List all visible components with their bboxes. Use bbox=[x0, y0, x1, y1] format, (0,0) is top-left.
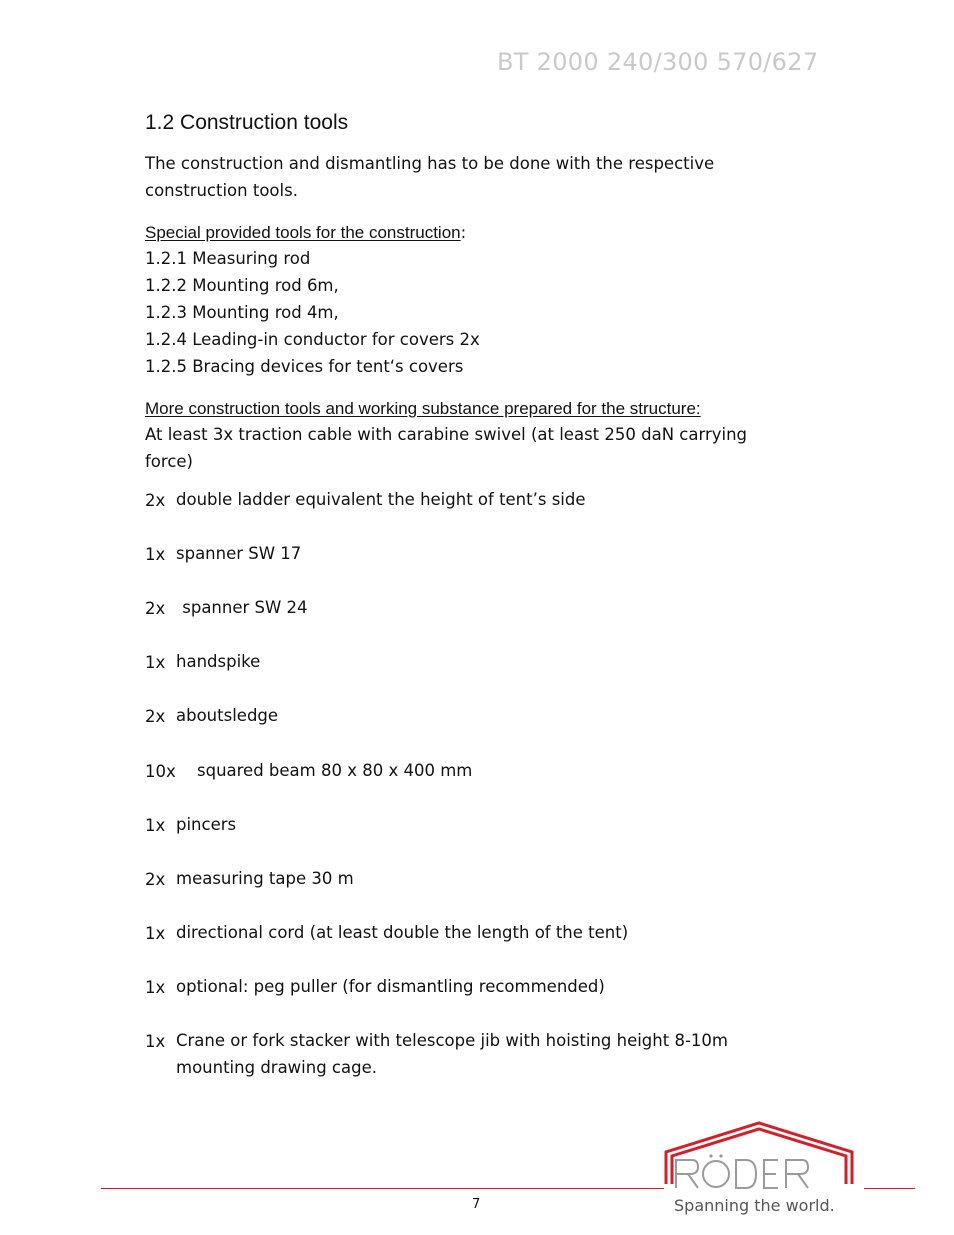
intro-line-1: The construction and dismantling has to be done with the respective bbox=[145, 154, 715, 173]
traction-cable-line-2: force) bbox=[145, 452, 193, 471]
tool-description-continued: mounting drawing cage. bbox=[176, 1058, 377, 1077]
special-tool-item: 1.2.4 Leading-in conductor for covers 2x bbox=[145, 330, 480, 349]
tool-description: optional: peg puller (for dismantling recommended) bbox=[176, 977, 605, 996]
special-tool-item: 1.2.3 Mounting rod 4m, bbox=[145, 303, 339, 322]
tool-quantity: 1x bbox=[145, 653, 166, 672]
special-tools-heading-row bbox=[145, 219, 466, 246]
special-tools-heading-colon: : bbox=[460, 223, 467, 242]
special-tool-item: 1.2.1 Measuring rod bbox=[145, 249, 311, 268]
tool-description: double ladder equivalent the height of tent’s side bbox=[176, 490, 586, 509]
page-number: 7 bbox=[472, 1197, 481, 1212]
document-header-title: BT 2000 240/300 570/627 bbox=[497, 48, 819, 76]
tool-quantity: 1x bbox=[145, 924, 166, 943]
tool-description: directional cord (at least double the length of the tent) bbox=[176, 923, 629, 942]
tool-quantity: 2x bbox=[145, 599, 166, 618]
special-tool-item: 1.2.5 Bracing devices for tent‘s covers bbox=[145, 357, 464, 376]
tool-quantity: 1x bbox=[145, 1032, 166, 1051]
tool-quantity: 1x bbox=[145, 545, 166, 564]
tool-quantity: 10x bbox=[145, 762, 176, 781]
tool-description: squared beam 80 x 80 x 400 mm bbox=[197, 761, 473, 780]
special-tool-item: 1.2.2 Mounting rod 6m, bbox=[145, 276, 339, 295]
traction-cable-line-1: At least 3x traction cable with carabine swivel (at least 250 daN carrying bbox=[145, 425, 748, 444]
brand-slogan: Spanning the world. bbox=[674, 1196, 835, 1215]
more-tools-heading: More construction tools and working substance prepared for the structure: bbox=[145, 399, 701, 418]
tool-quantity: 2x bbox=[145, 870, 166, 889]
section-title: 1.2 Construction tools bbox=[145, 111, 349, 134]
tool-quantity: 2x bbox=[145, 707, 166, 726]
tool-description: Crane or fork stacker with telescope jib with hoisting height 8-10m bbox=[176, 1031, 728, 1050]
tool-description: aboutsledge bbox=[176, 706, 279, 725]
tool-description: spanner SW 24 bbox=[177, 598, 308, 617]
tool-quantity: 1x bbox=[145, 816, 166, 835]
special-tools-heading: Special provided tools for the construction bbox=[145, 223, 461, 242]
tool-description: pincers bbox=[176, 815, 237, 834]
tool-quantity: 1x bbox=[145, 978, 166, 997]
tool-description: handspike bbox=[176, 652, 261, 671]
intro-line-2: construction tools. bbox=[145, 181, 298, 200]
more-tools-heading-row bbox=[145, 395, 701, 422]
tool-description: spanner SW 17 bbox=[176, 544, 302, 563]
tool-description: measuring tape 30 m bbox=[176, 869, 354, 888]
tool-quantity: 2x bbox=[145, 491, 166, 510]
